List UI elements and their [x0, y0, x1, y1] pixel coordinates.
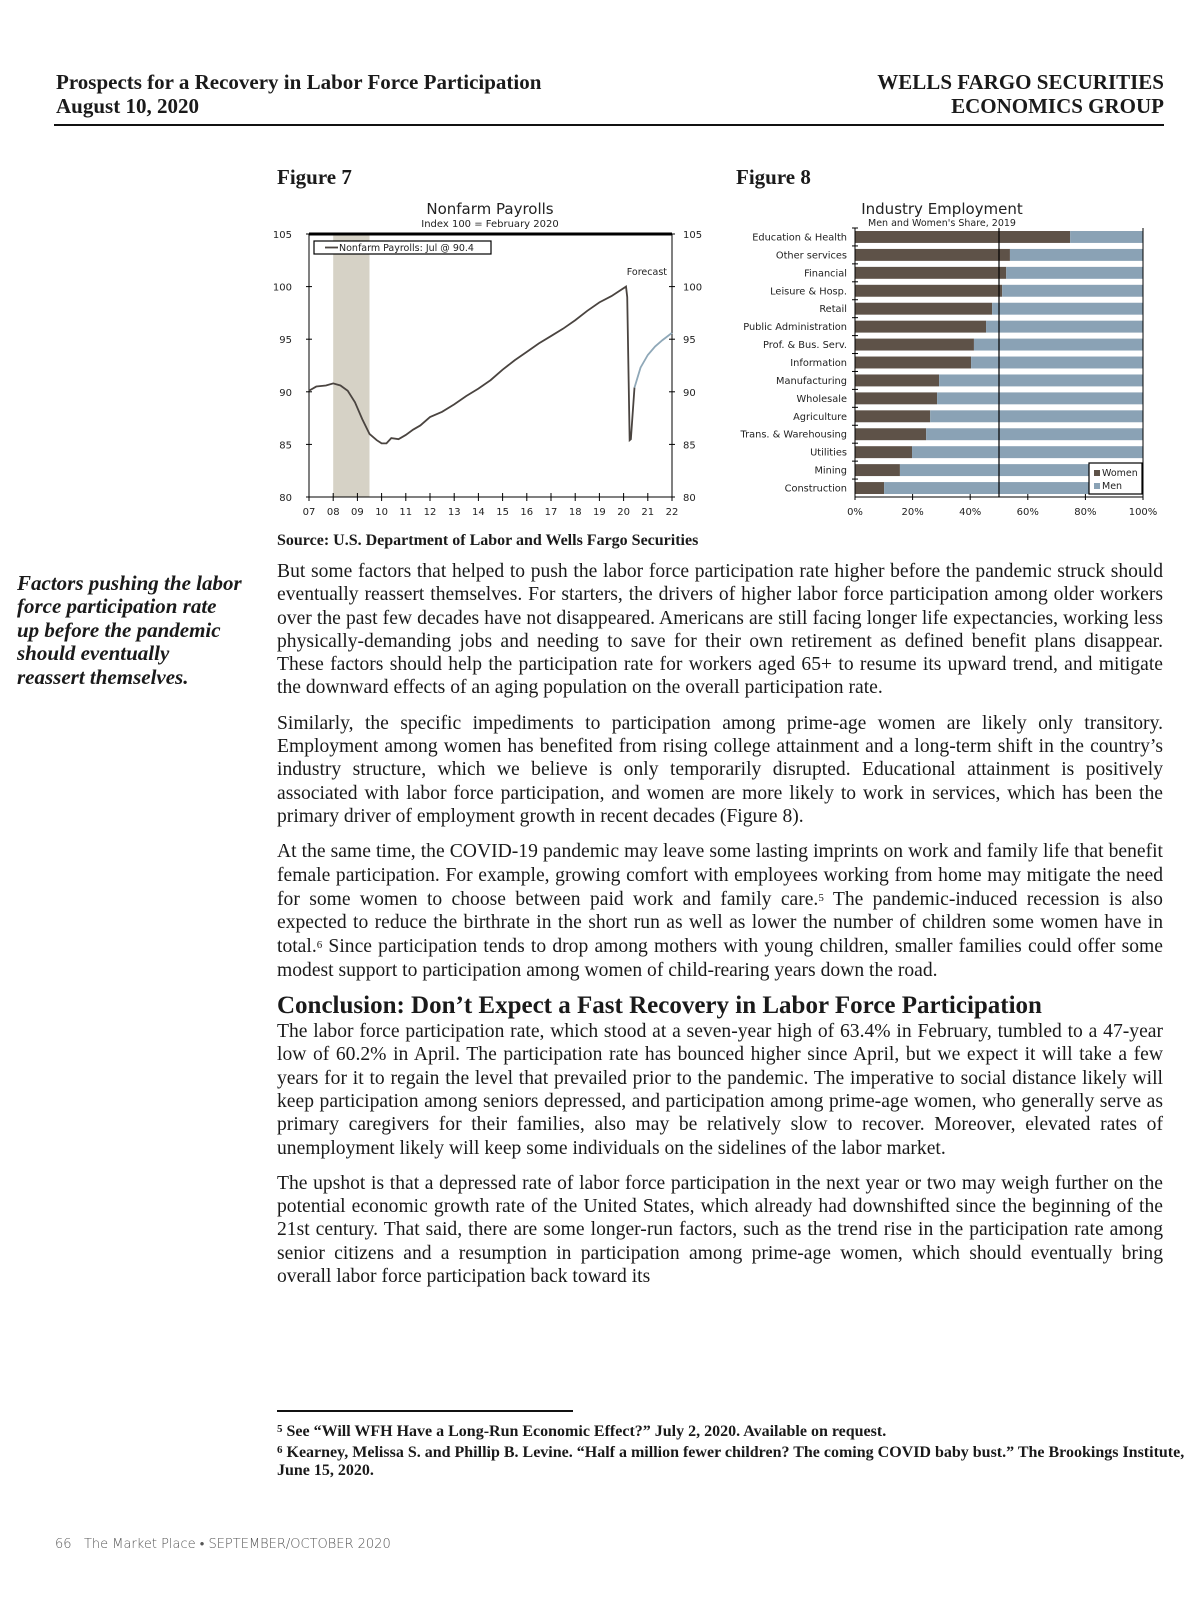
men-bar — [1010, 249, 1143, 261]
men-bar — [986, 321, 1143, 333]
legend-label: Women — [1102, 468, 1138, 479]
footnote-rule — [277, 1410, 573, 1412]
x-tick-label: 0% — [847, 507, 863, 518]
category-label: Mining — [814, 465, 847, 477]
y-tick-left: 105 — [272, 230, 292, 241]
sidebar-callout: Factors pushing the labor force participation rate up before the pandemic should eventually reassert themselves. — [17, 571, 242, 689]
category-label: Financial — [804, 268, 847, 280]
y-tick-right: 80 — [683, 493, 696, 504]
x-tick-label: 15 — [496, 507, 509, 518]
women-bar — [855, 285, 1002, 297]
y-tick-left: 100 — [272, 282, 292, 294]
men-bar — [930, 410, 1143, 422]
x-tick-label: 40% — [959, 507, 982, 518]
chart-subtitle: Index 100 = February 2020 — [421, 219, 559, 230]
x-tick-label: 17 — [544, 507, 558, 518]
paragraph — [277, 840, 1163, 982]
paragraph: The labor force participation rate, which stood at a seven-year high of 63.4% in February, tumbled to a 47-year low of 60.2% in April. The participation rate has bounced higher since April, but we expect it will take a few years for it to regain the level that prevailed prior to the pandemic. The imperative to social distance likely will keep participation among seniors depressed, and participation among prime-age women, who generally serve as primary caregivers for their families, also may be relatively slow to recover. Moreover, elevated rates of unemployment likely will keep some individuals on the sidelines of the labor market. — [277, 1021, 1163, 1159]
x-tick-label: 22 — [665, 507, 679, 518]
women-bar — [855, 410, 930, 422]
footnote-ref: 5 — [818, 891, 824, 904]
header-rule — [54, 124, 1164, 126]
women-bar — [855, 357, 971, 369]
legend-swatch-men — [1094, 483, 1100, 489]
women-bar — [855, 446, 912, 458]
x-tick-label: 20 — [617, 507, 630, 518]
category-label: Other services — [775, 250, 847, 262]
org-group: ECONOMICS GROUP — [951, 94, 1164, 118]
women-bar — [855, 464, 900, 476]
footnote-number: 5 — [277, 1423, 283, 1435]
legend-swatch-women — [1094, 470, 1100, 476]
men-bar — [971, 357, 1143, 369]
category-label: Agriculture — [793, 411, 847, 423]
category-label: Construction — [784, 483, 847, 495]
category-label: Utilities — [810, 447, 847, 459]
category-label: Leisure & Hosp. — [770, 286, 847, 298]
x-tick-label: 80% — [1074, 507, 1097, 518]
footnote-text: Kearney, Melissa S. and Phillip B. Levine. “Half a million fewer children? The coming COVID baby bust.” The Brookings Institute, June 15, 2020. — [277, 1444, 1185, 1479]
org-header — [877, 70, 1164, 118]
category-label: Manufacturing — [776, 375, 847, 387]
text: At the same time, the COVID-19 pandemic may leave some lasting imprints on work and family life that benefit female participation. For example, growing comfort with employees working from home may mitigate the need for some women to choose between paid work and family care. — [277, 841, 1163, 910]
x-tick-label: 10 — [375, 507, 388, 518]
category-label: Retail — [819, 304, 847, 316]
category-label: Public Administration — [743, 322, 847, 334]
women-bar — [855, 428, 926, 440]
men-bar — [1070, 231, 1143, 243]
forecast-annotation: Forecast — [626, 267, 667, 278]
men-bar — [992, 303, 1143, 315]
men-bar — [1002, 285, 1143, 297]
chart-title: Nonfarm Payrolls — [426, 200, 554, 218]
category-label: Trans. & Warehousing — [740, 429, 847, 441]
y-tick-left: 90 — [279, 387, 292, 399]
section-heading: Conclusion: Don’t Expect a Fast Recovery in Labor Force Participation — [277, 992, 1042, 1020]
report-title: Prospects for a Recovery in Labor Force Participation — [56, 70, 542, 94]
legend-label: Nonfarm Payrolls: Jul @ 90.4 — [339, 243, 474, 254]
recession-shading — [333, 234, 369, 497]
y-tick-left: 85 — [279, 440, 292, 452]
footnote-ref: 6 — [316, 939, 323, 952]
paragraph: The upshot is that a depressed rate of labor force participation in the next year or two may weigh further on the potential economic growth rate of the United States, which already had downshifted since the beginning of the 21st century. That said, there are some longer-run factors, such as the trend rise in the participation rate among senior citizens and a resumption in participation among prime-age women, which should eventually bring overall labor force participation back toward its — [277, 1172, 1163, 1288]
page-footer: 66 The Market Place • SEPTEMBER/OCTOBER 2020 — [55, 1537, 391, 1552]
x-tick-label: 11 — [399, 507, 413, 518]
footnotes — [277, 1420, 1200, 1480]
paragraph: Similarly, the specific impediments to participation among prime-age women are likely only transitory. Employment among women has benefited from rising college attainment and a long-term shift in the country’s industry structure, which we believe is only temporarily disrupted. Educational attainment is positively associated with labor force participation, and women are more likely to work in services, which has been the primary driver of employment growth in recent decades (Figure 8). — [277, 712, 1163, 827]
x-tick-label: 19 — [593, 507, 606, 518]
women-bar — [855, 303, 992, 315]
men-bar — [939, 374, 1143, 386]
text: The pandemic-induced recession is also expected to reduce the birthrate in the short run as well as lower the number of children some women have in total. — [277, 888, 1163, 958]
category-label: Prof. & Bus. Serv. — [763, 340, 847, 352]
footnote-number: 6 — [277, 1444, 283, 1456]
x-tick-label: 08 — [326, 507, 340, 518]
women-bar — [855, 392, 937, 404]
y-tick-left: 80 — [279, 493, 292, 504]
women-bar — [855, 249, 1010, 261]
nonfarm-payrolls-chart — [270, 195, 710, 525]
y-tick-right: 85 — [683, 440, 696, 452]
x-tick-label: 18 — [568, 507, 582, 518]
legend-label: Men — [1102, 481, 1123, 492]
men-bar — [912, 446, 1143, 458]
category-label: Wholesale — [796, 393, 847, 405]
women-bar — [855, 321, 986, 333]
text: Since participation tends to drop among mothers with young children, smaller families could offer some modest support to participation among women of child-rearing years down the road. — [277, 936, 1163, 981]
x-tick-label: 100% — [1128, 507, 1158, 518]
men-bar — [1006, 267, 1143, 279]
x-tick-label: 21 — [641, 507, 655, 518]
x-tick-label: 09 — [351, 507, 364, 518]
y-tick-right: 105 — [683, 230, 703, 241]
x-tick-label: 14 — [472, 507, 485, 518]
paragraph: But some factors that helped to push the labor force participation rate higher before the pandemic struck should eventually reassert themselves. For starters, the drivers of higher labor force participation among older workers over the past few decades have not disappeared. Americans are still facing longer life expectancies, working less physically-demanding jobs and needing to save for their own retirement as defined benefit plans disappear. These factors should help the participation rate for workers aged 65+ to resume its upward trend, and mitigate the downward effects of an aging population on the overall participation rate. — [277, 561, 1163, 699]
category-label: Information — [790, 358, 847, 369]
report-header — [56, 70, 541, 118]
y-tick-right: 95 — [683, 335, 696, 347]
footnote-5 — [277, 1420, 1200, 1441]
figure-8-label: Figure 8 — [736, 165, 811, 189]
figure-source: Source: U.S. Department of Labor and Wells Fargo Securities — [277, 532, 699, 549]
report-date: August 10, 2020 — [56, 94, 199, 118]
chart-subtitle: Men and Women's Share, 2019 — [868, 218, 1016, 229]
x-tick-label: 16 — [520, 507, 534, 518]
chart-title: Industry Employment — [861, 200, 1023, 218]
category-label: Education & Health — [752, 232, 847, 244]
y-tick-right: 90 — [683, 387, 696, 399]
footnote-text: See “Will WFH Have a Long-Run Economic Effect?” July 2, 2020. Available on request. — [282, 1423, 887, 1440]
x-tick-label: 07 — [302, 507, 316, 518]
women-bar — [855, 267, 1006, 279]
article-body — [277, 560, 1163, 1300]
y-tick-right: 100 — [683, 282, 703, 294]
footnote-6 — [277, 1441, 1200, 1480]
x-tick-label: 13 — [447, 507, 461, 518]
org-name: WELLS FARGO SECURITIES — [877, 70, 1164, 94]
men-bar — [937, 392, 1143, 404]
figure-7-label: Figure 7 — [277, 165, 352, 189]
women-bar — [855, 374, 939, 386]
x-tick-label: 20% — [901, 507, 924, 518]
x-tick-label: 12 — [423, 507, 437, 518]
men-bar — [926, 428, 1143, 440]
x-tick-label: 60% — [1016, 507, 1039, 518]
industry-employment-chart — [725, 195, 1165, 525]
women-bar — [855, 482, 884, 494]
women-bar — [855, 231, 1070, 243]
series-line-forecast — [634, 333, 672, 388]
y-tick-left: 95 — [279, 335, 292, 347]
women-bar — [855, 339, 974, 351]
